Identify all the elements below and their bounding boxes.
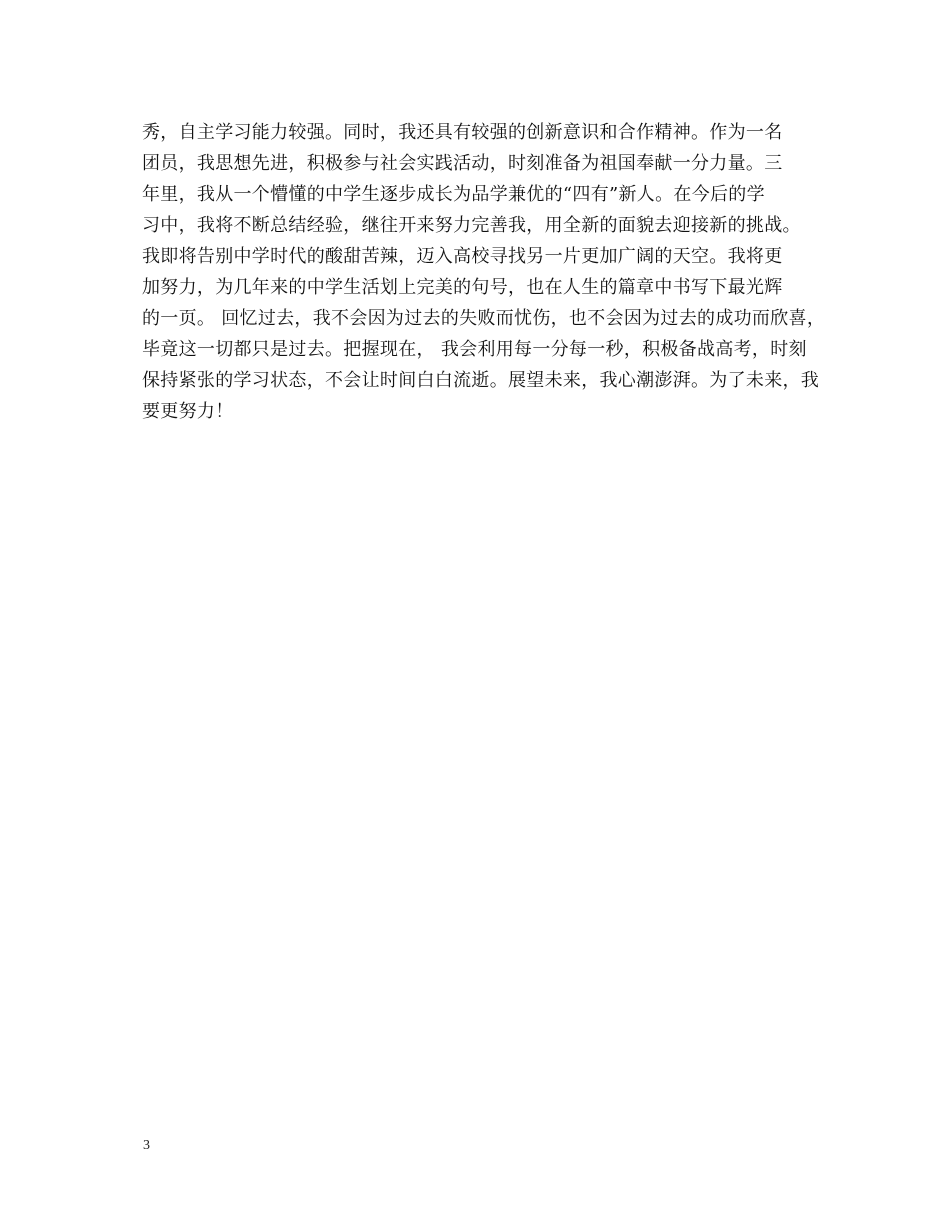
text-line: 秀，自主学习能力较强。同时，我还具有较强的创新意识和合作精神。作为一名 [142,122,783,143]
body-paragraph [142,117,826,427]
text-line: 保持紧张的学习状态，不会让时间白白流逝。展望未来，我心潮澎湃。为了未来，我 [142,370,820,391]
text-line: 团员，我思想先进，积极参与社会实践活动，时刻准备为祖国奉献一分力量。三 [142,153,783,174]
text-line: 年里，我从一个懵懂的中学生逐步成长为品学兼优的“四有”新人。在今后的学 [142,184,765,205]
text-line: 习中，我将不断总结经验，继往开来努力完善我，用全新的面貌去迎接新的挑战。 [142,215,801,236]
text-line: 我即将告别中学时代的酸甜苦辣，迈入高校寻找另一片更加广阔的天空。我将更 [142,246,783,267]
text-line: 毕竟这一切都只是过去。把握现在， 我会利用每一分每一秒，积极备战高考，时刻 [142,339,807,360]
text-line: 加努力，为几年来的中学生活划上完美的句号，也在人生的篇章中书写下最光辉 [142,277,783,298]
text-line: 的一页。 回忆过去，我不会因为过去的失败而忧伤，也不会因为过去的成功而欣喜， [142,308,826,329]
page-number: 3 [143,1138,150,1153]
text-line: 要更努力！ [142,401,234,422]
